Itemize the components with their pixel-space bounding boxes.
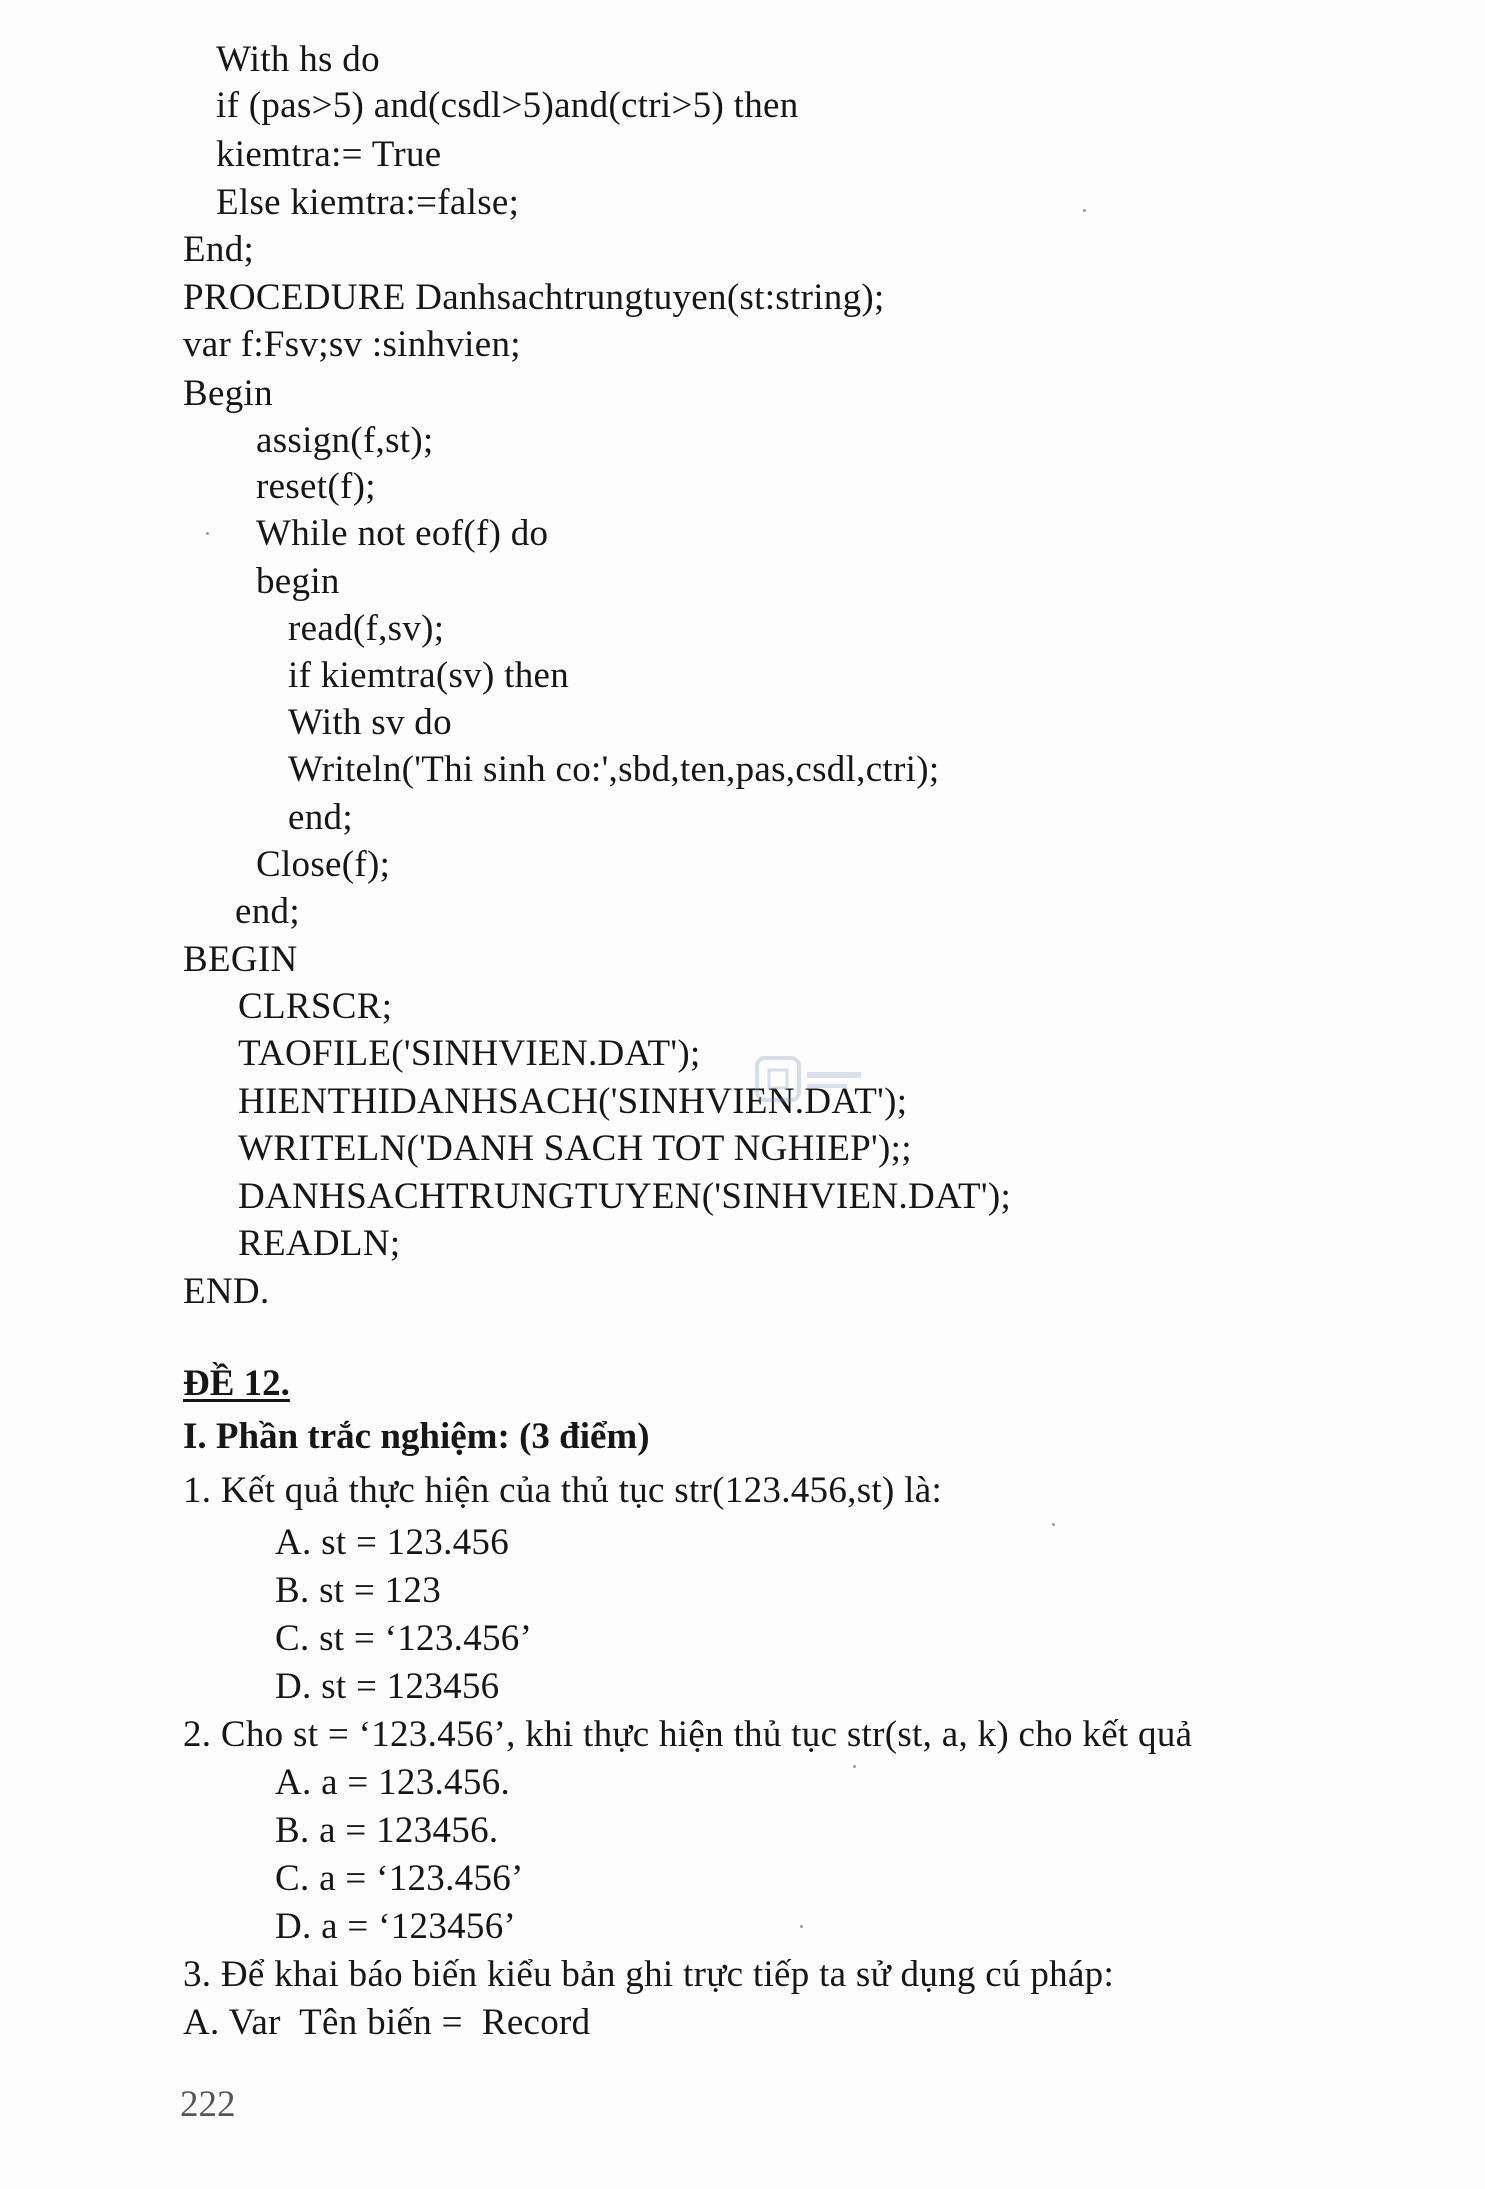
option: A. Var Tên biến = Record bbox=[183, 2002, 591, 2043]
code-line: End; bbox=[183, 229, 255, 270]
scan-speck bbox=[853, 1765, 856, 1768]
code-line: Else kiemtra:=false; bbox=[216, 182, 520, 223]
option: D. a = ‘123456’ bbox=[275, 1906, 517, 1947]
code-line: DANHSACHTRUNGTUYEN('SINHVIEN.DAT'); bbox=[238, 1176, 1012, 1217]
question-3: 3. Để khai báo biến kiểu bản ghi trực tiếp ta sử dụng cú pháp: bbox=[183, 1954, 1115, 1995]
option: A. a = 123.456. bbox=[275, 1762, 511, 1803]
code-line: TAOFILE('SINHVIEN.DAT'); bbox=[238, 1033, 701, 1074]
code-line: With sv do bbox=[288, 702, 452, 743]
code-line: end; bbox=[235, 891, 300, 932]
code-line: PROCEDURE Danhsachtrungtuyen(st:string); bbox=[183, 277, 885, 318]
code-line: END. bbox=[183, 1271, 270, 1312]
exam-title: ĐỀ 12. bbox=[183, 1363, 290, 1404]
option: C. a = ‘123.456’ bbox=[275, 1858, 524, 1899]
scan-speck bbox=[206, 532, 209, 535]
question-1: 1. Kết quả thực hiện của thủ tục str(123.456,st) là: bbox=[183, 1470, 943, 1511]
page-number: 222 bbox=[180, 2084, 236, 2125]
code-line: CLRSCR; bbox=[238, 986, 393, 1027]
option: C. st = ‘123.456’ bbox=[275, 1618, 533, 1659]
code-line: Writeln('Thi sinh co:',sbd,ten,pas,csdl,ctri); bbox=[288, 749, 940, 790]
section-heading: I. Phần trắc nghiệm: (3 điểm) bbox=[183, 1416, 650, 1457]
code-line: WRITELN('DANH SACH TOT NGHIEP');; bbox=[238, 1128, 912, 1169]
code-line: With hs do bbox=[216, 39, 380, 80]
question-2: 2. Cho st = ‘123.456’, khi thực hiện thủ tục str(st, a, k) cho kết quả bbox=[183, 1714, 1193, 1755]
code-line: begin bbox=[256, 561, 340, 602]
code-line: read(f,sv); bbox=[288, 608, 445, 649]
code-line: if (pas>5) and(csdl>5)and(ctri>5) then bbox=[216, 85, 799, 126]
option: D. st = 123456 bbox=[275, 1666, 500, 1707]
code-line: if kiemtra(sv) then bbox=[288, 655, 570, 696]
code-line: BEGIN bbox=[183, 939, 298, 980]
code-line: READLN; bbox=[238, 1223, 401, 1264]
code-line: While not eof(f) do bbox=[256, 513, 549, 554]
code-line: reset(f); bbox=[256, 466, 376, 507]
code-line: kiemtra:= True bbox=[216, 134, 442, 175]
code-line: assign(f,st); bbox=[256, 420, 434, 461]
scan-speck bbox=[800, 1925, 803, 1928]
option: B. st = 123 bbox=[275, 1570, 442, 1611]
code-line: Begin bbox=[183, 373, 273, 414]
code-line: var f:Fsv;sv :sinhvien; bbox=[183, 324, 521, 365]
scan-speck bbox=[1083, 209, 1086, 212]
watermark-logo-icon bbox=[755, 1052, 865, 1112]
scan-speck bbox=[1052, 1523, 1055, 1526]
code-line: HIENTHIDANHSACH('SINHVIEN.DAT'); bbox=[238, 1081, 908, 1122]
option: A. st = 123.456 bbox=[275, 1522, 510, 1563]
code-line: Close(f); bbox=[256, 844, 391, 885]
option: B. a = 123456. bbox=[275, 1810, 499, 1851]
code-line: end; bbox=[288, 797, 353, 838]
